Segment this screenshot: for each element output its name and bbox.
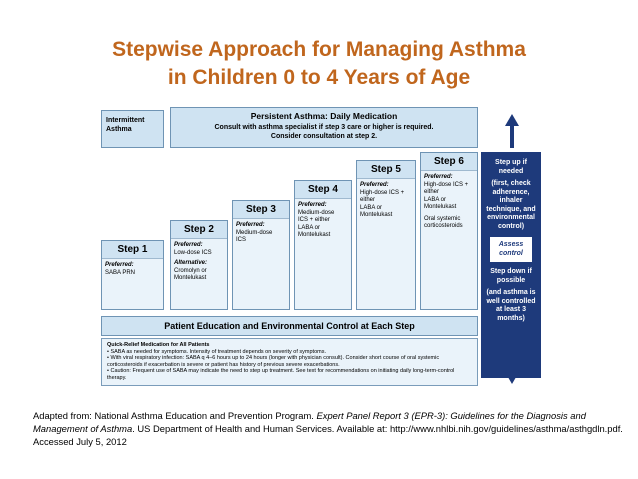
title-line-1: Stepwise Approach for Managing Asthma xyxy=(112,38,526,61)
step-down-text: Step down if possible xyxy=(490,268,532,284)
step-6-box xyxy=(420,152,478,310)
step-6-line-1: High-dose ICS + xyxy=(424,181,469,188)
quick-relief-bullet-2: • With viral respiratory infection: SABA q 4–6 hours up to 24 hours (longer with physician consult). Consider short course of oral systemic corticosteroids if exacerbation is severe or patient has history of previous severe exacerbations. xyxy=(107,355,440,368)
step-3-line-2: ICS xyxy=(236,237,247,243)
quick-relief-bullet-1: • SABA as needed for symptoms. Intensity of treatment depends on severity of symptoms. xyxy=(107,348,326,355)
step-4-preferred: Preferred: xyxy=(298,202,327,208)
assess-line-2: control xyxy=(499,249,523,257)
step-1-preferred: Preferred: xyxy=(105,262,134,268)
step-1-line-1: SABA PRN xyxy=(105,269,136,276)
step-5-box xyxy=(356,160,416,310)
step-4-line-4: Montelukast xyxy=(298,232,331,238)
step-1-label: Step 1 xyxy=(102,241,163,259)
step-4-line-1: Medium-dose xyxy=(298,209,335,216)
step-4-line-3: LABA or xyxy=(298,224,321,231)
citation-part-1: Adapted from: National Asthma Education and Prevention Program. xyxy=(33,410,317,421)
step-2-alt-line-1: Cromolyn or xyxy=(174,267,207,274)
quick-relief-bullet-3-text: Caution: Frequent use of SABA may indicate the need to step up treatment. See text for recommendations on initiating daily long-term-control therapy. xyxy=(107,368,455,381)
step-6-alt-line-1: Oral systemic xyxy=(424,215,461,222)
quick-relief-box xyxy=(101,338,478,386)
step-6-alt-line-2: corticosteroids xyxy=(424,223,463,229)
slide-title xyxy=(0,36,638,92)
citation-part-2: . US Department of Health and Human Services. Available at: http://www.nhlbi.nih.gov/guidelines/asthma/asthgdln.pdf. xyxy=(132,423,623,434)
step-2-preferred: Preferred: xyxy=(174,242,203,248)
step-3-preferred: Preferred: xyxy=(236,222,265,228)
step-up-text: Step up if needed xyxy=(495,159,527,175)
step-2-line-1: Low-dose ICS xyxy=(174,249,212,256)
intermittent-line-2: Asthma xyxy=(106,126,132,133)
step-6-label: Step 6 xyxy=(421,153,477,171)
step-down-arrow-icon xyxy=(505,350,519,384)
persistent-asthma-banner xyxy=(170,107,478,148)
step-up-arrow-icon xyxy=(505,114,519,148)
quick-relief-bullet-2-text: With viral respiratory infection: SABA q 4–6 hours up to 24 hours (longer with physician consult). Consider short course of oral systemic corticosteroids if exacerbation is severe or patient has history of previous severe exacerbations. xyxy=(107,355,440,368)
assess-control-box xyxy=(490,237,532,262)
step-4-line-2: ICS + either xyxy=(298,217,330,223)
step-6-line-4: Montelukast xyxy=(424,204,457,210)
step-5-line-3: LABA or xyxy=(360,204,383,211)
step-6-line-3: LABA or xyxy=(424,196,447,203)
step-5-preferred: Preferred: xyxy=(360,182,389,188)
step-6-line-2: either xyxy=(424,189,440,195)
step-down-detail: (and asthma is well controlled at least 3 months) xyxy=(486,289,536,322)
step-5-label: Step 5 xyxy=(357,161,415,179)
quick-relief-bullet-3: • Caution: Frequent use of SABA may indicate the need to step up treatment. See text for recommendations on initiating daily long-term-control therapy. xyxy=(107,368,455,381)
step-2-label: Step 2 xyxy=(171,221,227,239)
step-4-box xyxy=(294,180,352,310)
step-5-line-2: either xyxy=(360,197,376,203)
title-line-2: in Children 0 to 4 Years of Age xyxy=(167,66,471,89)
citation xyxy=(33,409,623,448)
step-up-down-box xyxy=(481,152,541,378)
step-4-label: Step 4 xyxy=(295,181,351,199)
persistent-heading: Persistent Asthma: Daily Medication xyxy=(250,111,398,121)
step-3-line-1: Medium-dose xyxy=(236,229,273,236)
step-up-detail: (first, check adherence, inhaler technique, and environmental control) xyxy=(486,180,536,230)
quick-relief-bullet-1-text: SABA as needed for symptoms. Intensity of treatment depends on severity of symptoms. xyxy=(110,348,326,355)
intermittent-line-1: Intermittent xyxy=(106,117,145,124)
assess-line-1: Assess xyxy=(498,241,524,248)
intermittent-asthma-box xyxy=(101,110,164,148)
step-5-line-1: High-dose ICS + xyxy=(360,189,405,196)
education-bar: Patient Education and Environmental Control at Each Step xyxy=(101,316,478,336)
step-3-label: Step 3 xyxy=(233,201,289,219)
step-3-box xyxy=(232,200,290,310)
persistent-line-2: Consider consultation at step 2. xyxy=(270,133,378,140)
step-2-alternative: Alternative: xyxy=(174,260,208,266)
quick-relief-heading: Quick-Relief Medication for All Patients xyxy=(107,342,210,348)
persistent-line-1: Consult with asthma specialist if step 3 care or higher is required. xyxy=(214,124,434,131)
step-2-alt-line-2: Montelukast xyxy=(174,275,207,281)
step-2-box xyxy=(170,220,228,310)
step-1-box xyxy=(101,240,164,310)
citation-title: Expert Panel Report 3 (EPR-3): Guidelines for the Diagnosis and Management of Asthma xyxy=(33,410,586,434)
citation-accessed: Accessed July 5, 2012 xyxy=(33,436,127,447)
step-6-preferred: Preferred: xyxy=(424,174,453,180)
step-5-line-4: Montelukast xyxy=(360,212,393,218)
